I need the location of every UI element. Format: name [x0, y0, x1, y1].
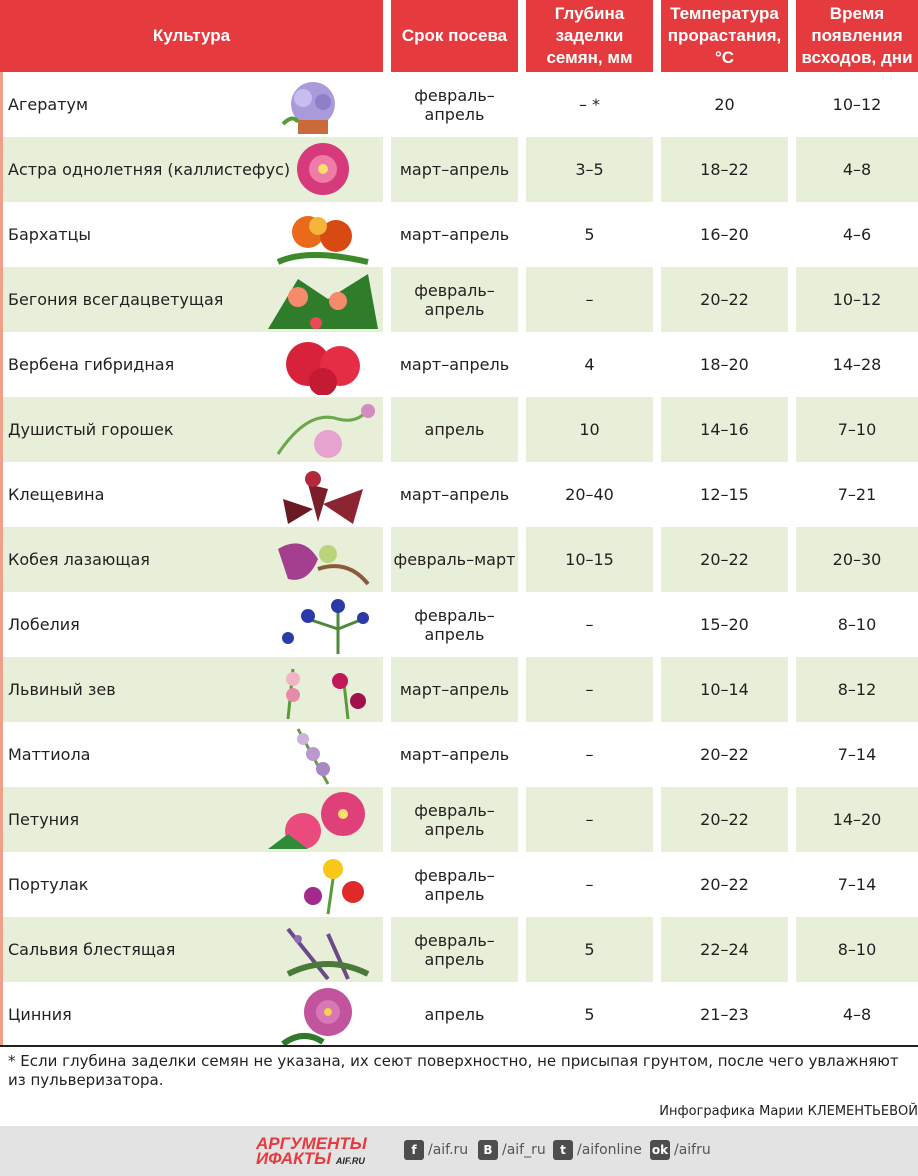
depth-cell: 5	[526, 917, 653, 982]
emergence-cell: 7–10	[796, 397, 918, 462]
emergence-cell: 7–14	[796, 722, 918, 787]
table-row	[0, 202, 918, 267]
table-row	[0, 917, 918, 982]
culture-name: Агератум	[8, 95, 89, 114]
table-row	[0, 332, 918, 397]
sweet-pea-icon	[268, 399, 381, 460]
social-link[interactable]	[478, 1140, 546, 1160]
emergence-cell: 7–21	[796, 462, 918, 527]
temperature-cell: 20–22	[661, 267, 788, 332]
social-link[interactable]	[553, 1140, 642, 1160]
table-row	[0, 527, 918, 592]
social-label: /aifonline	[577, 1142, 642, 1158]
sowing-period-cell: февраль– апрель	[391, 72, 518, 137]
depth-cell: 5	[526, 982, 653, 1047]
social-label: /aifru	[674, 1142, 711, 1158]
portulaca-icon	[268, 854, 381, 915]
temperature-cell: 20–22	[661, 722, 788, 787]
temperature-cell: 12–15	[661, 462, 788, 527]
temperature-cell: 18–20	[661, 332, 788, 397]
temperature-cell: 15–20	[661, 592, 788, 657]
depth-cell: –	[526, 787, 653, 852]
culture-name: Портулак	[8, 875, 89, 894]
sowing-period-cell: март–апрель	[391, 722, 518, 787]
culture-name: Душистый горошек	[8, 420, 174, 439]
emergence-cell: 8–10	[796, 917, 918, 982]
sowing-period-cell: февраль– апрель	[391, 787, 518, 852]
begonia-icon	[268, 269, 381, 330]
temperature-cell: 20–22	[661, 852, 788, 917]
table-row	[0, 722, 918, 787]
row-accent	[0, 332, 3, 397]
emergence-cell: 20–30	[796, 527, 918, 592]
culture-name: Клещевина	[8, 485, 105, 504]
aif-logo	[256, 1136, 367, 1168]
depth-cell: 10	[526, 397, 653, 462]
social-link[interactable]	[404, 1140, 468, 1160]
social-label: /aif.ru	[428, 1142, 469, 1158]
social-label: /aif_ru	[502, 1142, 546, 1158]
depth-cell: 5	[526, 202, 653, 267]
emergence-cell: 14–20	[796, 787, 918, 852]
depth-cell: –	[526, 722, 653, 787]
emergence-cell: 4–6	[796, 202, 918, 267]
footer	[0, 1126, 918, 1176]
table-row	[0, 267, 918, 332]
temperature-cell: 10–14	[661, 657, 788, 722]
temperature-cell: 20	[661, 72, 788, 137]
zinnia-icon	[268, 984, 381, 1045]
temperature-cell: 18–22	[661, 137, 788, 202]
sowing-period-cell: март–апрель	[391, 657, 518, 722]
emergence-cell: 8–10	[796, 592, 918, 657]
sowing-period-cell: март–апрель	[391, 332, 518, 397]
logo-bottom: ИФАКТЫ	[256, 1149, 332, 1168]
row-accent	[0, 722, 3, 787]
depth-cell: –	[526, 267, 653, 332]
castor-bean-icon	[268, 464, 381, 525]
temperature-cell: 22–24	[661, 917, 788, 982]
header-emergence: Время появления всходов, дни	[796, 0, 918, 72]
emergence-cell: 4–8	[796, 982, 918, 1047]
row-accent	[0, 267, 3, 332]
culture-name: Кобея лазающая	[8, 550, 150, 569]
table-row	[0, 852, 918, 917]
temperature-cell: 20–22	[661, 527, 788, 592]
social-link[interactable]	[650, 1140, 711, 1160]
depth-cell: 4	[526, 332, 653, 397]
emergence-cell: 7–14	[796, 852, 918, 917]
depth-cell: –	[526, 852, 653, 917]
header-sowing-period: Срок посева	[391, 0, 518, 72]
culture-name: Лобелия	[8, 615, 80, 634]
credit: Инфографика Марии КЛЕМЕНТЬЕВОЙ	[659, 1104, 918, 1119]
header-depth: Глубина заделки семян, мм	[526, 0, 653, 72]
temperature-cell: 16–20	[661, 202, 788, 267]
lobelia-icon	[268, 594, 381, 655]
table-row	[0, 72, 918, 137]
table-row	[0, 397, 918, 462]
temperature-cell: 20–22	[661, 787, 788, 852]
sowing-period-cell: февраль–март	[391, 527, 518, 592]
table-row	[0, 982, 918, 1047]
aster-icon	[268, 139, 381, 200]
row-accent	[0, 657, 3, 722]
facebook-icon: f	[404, 1140, 424, 1160]
depth-cell: 3–5	[526, 137, 653, 202]
sowing-period-cell: февраль– апрель	[391, 852, 518, 917]
sowing-period-cell: март–апрель	[391, 202, 518, 267]
sowing-period-cell: февраль– апрель	[391, 917, 518, 982]
depth-cell: –	[526, 592, 653, 657]
temperature-cell: 21–23	[661, 982, 788, 1047]
divider	[0, 1045, 918, 1047]
table-row	[0, 462, 918, 527]
culture-name: Петуния	[8, 810, 80, 829]
sowing-period-cell: февраль– апрель	[391, 592, 518, 657]
emergence-cell: 4–8	[796, 137, 918, 202]
marigold-icon	[268, 204, 381, 265]
ageratum-icon	[268, 74, 381, 135]
cobaea-icon	[268, 529, 381, 590]
emergence-cell: 10–12	[796, 267, 918, 332]
verbena-icon	[268, 334, 381, 395]
culture-name: Маттиола	[8, 745, 91, 764]
emergence-cell: 10–12	[796, 72, 918, 137]
row-accent	[0, 982, 3, 1047]
depth-cell: –	[526, 657, 653, 722]
table-row	[0, 657, 918, 722]
sowing-period-cell: февраль– апрель	[391, 267, 518, 332]
culture-name: Сальвия блестящая	[8, 940, 176, 959]
table-row	[0, 787, 918, 852]
row-accent	[0, 787, 3, 852]
depth-cell: – *	[526, 72, 653, 137]
emergence-cell: 14–28	[796, 332, 918, 397]
row-accent	[0, 852, 3, 917]
culture-name: Вербена гибридная	[8, 355, 175, 374]
row-accent	[0, 397, 3, 462]
twitter-icon: t	[553, 1140, 573, 1160]
emergence-cell: 8–12	[796, 657, 918, 722]
sowing-period-cell: март–апрель	[391, 137, 518, 202]
culture-name: Астра однолетняя (каллистефус)	[8, 160, 291, 179]
depth-cell: 20–40	[526, 462, 653, 527]
header-culture: Культура	[0, 0, 383, 72]
row-accent	[0, 462, 3, 527]
odnoklassniki-icon: ok	[650, 1140, 670, 1160]
table-row	[0, 592, 918, 657]
row-accent	[0, 72, 3, 137]
depth-cell: 10–15	[526, 527, 653, 592]
culture-name: Бархатцы	[8, 225, 92, 244]
row-accent	[0, 917, 3, 982]
salvia-icon	[268, 919, 381, 980]
row-accent	[0, 137, 3, 202]
snapdragon-icon	[268, 659, 381, 720]
culture-name: Бегония всегдацветущая	[8, 290, 224, 309]
table-row	[0, 137, 918, 202]
logo-site: AIF.RU	[335, 1156, 365, 1166]
vk-icon: B	[478, 1140, 498, 1160]
culture-name: Цинния	[8, 1005, 72, 1024]
footnote: * Если глубина заделки семян не указана, их сеют поверхностно, не присыпая грунтом, после чего увлажняют из пульверизатора.	[8, 1052, 899, 1089]
row-accent	[0, 202, 3, 267]
row-accent	[0, 592, 3, 657]
table-header	[0, 0, 918, 72]
sowing-period-cell: март–апрель	[391, 462, 518, 527]
petunia-icon	[268, 789, 381, 850]
sowing-period-cell: апрель	[391, 397, 518, 462]
culture-name: Львиный зев	[8, 680, 116, 699]
sowing-period-cell: апрель	[391, 982, 518, 1047]
logo-top: АРГУМЕНТЫ	[256, 1134, 367, 1153]
row-accent	[0, 527, 3, 592]
header-temperature: Температура прорастания, °С	[661, 0, 788, 72]
temperature-cell: 14–16	[661, 397, 788, 462]
matthiola-icon	[268, 724, 381, 785]
